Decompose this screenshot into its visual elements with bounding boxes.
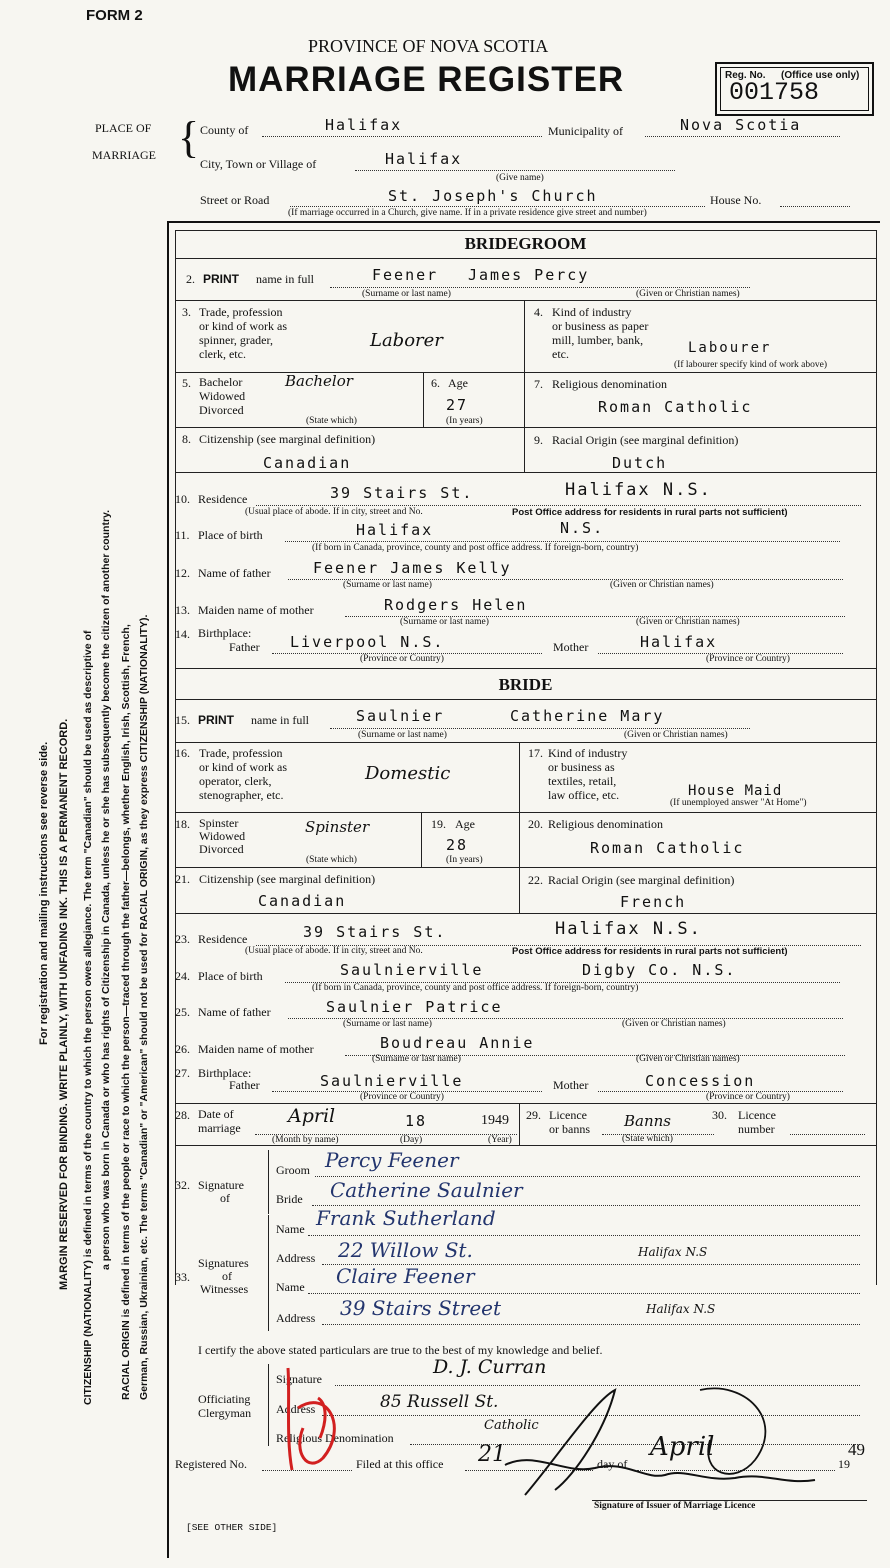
- field-14-num: 14.: [175, 627, 190, 641]
- field-11-num: 11.: [175, 528, 190, 542]
- bride-religion: Roman Catholic: [590, 839, 745, 857]
- city-label: City, Town or Village of: [200, 157, 317, 171]
- bride-age: 28: [446, 836, 469, 854]
- groom-residence-city: Halifax N.S.: [565, 480, 712, 500]
- place-brace: {: [178, 113, 200, 162]
- field-18-l1: Spinster: [199, 816, 239, 830]
- field-2-print: PRINT: [203, 272, 239, 286]
- groom-age-note: (In years): [446, 416, 483, 426]
- groom-surname: Feener: [372, 266, 439, 284]
- bride-given-note: (Given or Christian names): [624, 730, 728, 740]
- field-26-label: Maiden name of mother: [198, 1042, 314, 1056]
- field-10-num: 10.: [175, 492, 190, 506]
- see-other-side: [SEE OTHER SIDE]: [186, 1522, 278, 1533]
- groom-mother-surname-note: (Surname or last name): [400, 617, 489, 627]
- day-of-label: day of: [597, 1457, 628, 1471]
- groom-citizenship: Canadian: [263, 454, 352, 472]
- field-21-num: 21.: [175, 872, 190, 886]
- witness1-name: Frank Sutherland: [316, 1206, 496, 1230]
- groom-religion: Roman Catholic: [598, 398, 753, 416]
- field-2-label: name in full: [256, 272, 314, 286]
- groom-bp-mother-note: (Province or Country): [706, 654, 790, 664]
- field-17-l1: Kind of industry: [548, 746, 628, 760]
- officiating-l1: Officiating: [198, 1392, 251, 1406]
- field-4-l1: Kind of industry: [552, 305, 632, 319]
- field-18-l3: Divorced: [199, 842, 244, 856]
- marriage-year: 1949: [481, 1113, 509, 1128]
- groom-state-which: (State which): [306, 416, 357, 426]
- municipality-label: Municipality of: [548, 124, 623, 138]
- bride-birthplace: Saulnierville: [340, 961, 484, 979]
- office-use-label: (Office use only): [781, 70, 860, 81]
- field-24-label: Place of birth: [198, 969, 263, 983]
- witness1-name-label: Name: [276, 1222, 305, 1236]
- filed-month: April: [650, 1432, 715, 1462]
- groom-mother: Rodgers Helen: [384, 596, 528, 614]
- bride-birth-note: (If born in Canada, province, county and post office address. If foreign-born, country): [312, 983, 639, 993]
- field-16-l3: operator, clerk,: [199, 774, 272, 788]
- bride-abode-note: (Usual place of abode. If in city, street and No.: [245, 946, 423, 956]
- field-20-label: Religious denomination: [548, 817, 663, 831]
- field-7-label: Religious denomination: [552, 377, 667, 391]
- field-22-num: 22.: [528, 873, 543, 887]
- day-note: (Day): [400, 1135, 423, 1145]
- field-4-l2: or business as paper: [552, 319, 649, 333]
- bride-state-which: (State which): [306, 855, 357, 865]
- field-8-num: 8.: [182, 432, 191, 446]
- bride-residence: 39 Stairs St.: [303, 923, 447, 941]
- house-no-label: House No.: [710, 193, 762, 207]
- field-5-l1: Bachelor: [199, 375, 243, 389]
- officiating-l2: Clergyman: [198, 1406, 252, 1420]
- bride-citizenship: Canadian: [258, 892, 347, 910]
- field-33-l3: Witnesses: [200, 1282, 249, 1296]
- field-26-num: 26.: [175, 1042, 190, 1056]
- groom-father: Feener James Kelly: [313, 559, 512, 577]
- field-33-num: 33.: [175, 1270, 190, 1284]
- denomination-label: Religious Denomination: [276, 1431, 394, 1445]
- field-30-l1: Licence: [738, 1108, 776, 1122]
- filed-day: 21: [478, 1442, 506, 1467]
- groom-bp-father-note: (Province or Country): [360, 654, 444, 664]
- reg-no-label: Reg. No.: [725, 70, 766, 81]
- field-18-num: 18.: [175, 817, 190, 831]
- field-6-num: 6.: [431, 376, 440, 390]
- groom-mother-given-note: (Given or Christian names): [636, 617, 740, 627]
- field-23-label: Residence: [198, 932, 248, 946]
- bride-trade: Domestic: [365, 763, 451, 784]
- margin-line-2: MARGIN RESERVED FOR BINDING. WRITE PLAINLY, WITH UNFADING INK. THIS IS A PERMANENT RECORD.: [58, 718, 70, 1290]
- groom-surname-note: (Surname or last name): [362, 289, 451, 299]
- registered-no-label: Registered No.: [175, 1457, 247, 1471]
- witness2-name: Claire Feener: [336, 1264, 475, 1288]
- field-13-label: Maiden name of mother: [198, 603, 314, 617]
- field-5-l3: Divorced: [199, 403, 244, 417]
- margin-line-4: a person who was born in Canada or who has rights of Citizenship in Canada, unless he or she has subsequently become the citizen of another country.: [100, 509, 112, 1270]
- groom-po-note: Post Office address for residents in rural parts not sufficient): [512, 507, 788, 518]
- bride-father-surname-note: (Surname or last name): [343, 1019, 432, 1029]
- field-28-l1: Date of: [198, 1107, 234, 1121]
- field-16-l2: or kind of work as: [199, 760, 287, 774]
- field-14-label: Birthplace:: [198, 626, 252, 640]
- bride-racial-origin: French: [620, 893, 687, 911]
- field-4-num: 4.: [534, 305, 543, 319]
- field-17-l4: law office, etc.: [548, 788, 620, 802]
- bride-father: Saulnier Patrice: [326, 998, 503, 1016]
- groom-father-surname-note: (Surname or last name): [343, 580, 432, 590]
- clergy-signature: D. J. Curran: [433, 1356, 547, 1378]
- field-5-num: 5.: [182, 376, 191, 390]
- field-9-label: Racial Origin (see marginal definition): [552, 433, 739, 447]
- witness2-address: 39 Stairs Street: [340, 1296, 502, 1320]
- field-15-label: name in full: [251, 713, 309, 727]
- bride-surname: Saulnier: [356, 707, 445, 725]
- year-note: (Year): [488, 1135, 512, 1145]
- bride-birth-province: Digby Co. N.S.: [582, 961, 737, 979]
- field-28-l2: marriage: [198, 1121, 241, 1135]
- groom-age: 27: [446, 396, 469, 414]
- witness1-address: 22 Willow St.: [338, 1238, 473, 1262]
- field-10-label: Residence: [198, 492, 248, 506]
- groom-industry: Labourer: [688, 340, 772, 356]
- field-30-l2: number: [738, 1122, 775, 1136]
- margin-line-3: CITIZENSHIP (NATIONALITY) is defined in terms of the country to which the person owes allegiance. The term "Canadian" should be used as descriptive of: [82, 630, 94, 1405]
- groom-birth-province: N.S.: [560, 519, 605, 537]
- bride-mother-surname-note: (Surname or last name): [372, 1054, 461, 1064]
- field-20-num: 20.: [528, 817, 543, 831]
- bride-mother-birthplace: Concession: [645, 1072, 756, 1090]
- field-3-num: 3.: [182, 305, 191, 319]
- bride-po-note: Post Office address for residents in rural parts not sufficient): [512, 946, 788, 957]
- margin-line-6: German, Russian, Ukrainian, etc. The terms "Canadian" or "American" should not be used for RACIAL ORIGIN, as they express CITIZENSHIP (NATIONALITY).: [138, 614, 150, 1400]
- marriage-day: 18: [405, 1112, 428, 1130]
- bride-given-names: Catherine Mary: [510, 707, 665, 725]
- field-32-l1: Signature: [198, 1178, 244, 1192]
- field-17-l3: textiles, retail,: [548, 774, 617, 788]
- field-13-num: 13.: [175, 603, 190, 617]
- page-title: MARRIAGE REGISTER: [228, 60, 625, 99]
- margin-line-1: For registration and mailing instructions see reverse side.: [38, 741, 50, 1045]
- field-27-num: 27.: [175, 1066, 190, 1080]
- field-32-num: 32.: [175, 1178, 190, 1192]
- field-33-l2: of: [222, 1269, 232, 1283]
- groom-mother-birthplace: Halifax: [640, 633, 718, 651]
- bride-mother-given-note: (Given or Christian names): [636, 1054, 740, 1064]
- clergy-address-label: Address: [276, 1402, 316, 1416]
- street-value: St. Joseph's Church: [388, 187, 598, 205]
- licence-or-banns: Banns: [624, 1112, 671, 1130]
- field-21-label: Citizenship (see marginal definition): [199, 872, 376, 886]
- bride-sig-label: Bride: [276, 1192, 303, 1206]
- field-3-l2: or kind of work as: [199, 319, 287, 333]
- field-3-l4: clerk, etc.: [199, 347, 246, 361]
- field-11-label: Place of birth: [198, 528, 263, 542]
- bride-section-title: BRIDE: [498, 675, 553, 694]
- field-17-l2: or business as: [548, 760, 615, 774]
- month-note: (Month by name): [272, 1135, 339, 1145]
- street-label: Street or Road: [200, 193, 270, 207]
- county-value: Halifax: [325, 116, 403, 134]
- field-15-num: 15.: [175, 713, 190, 727]
- give-name-note: (Give name): [496, 173, 544, 183]
- field-6-label: Age: [448, 376, 468, 390]
- field-2-num: 2.: [186, 272, 195, 286]
- groom-given-note: (Given or Christian names): [636, 289, 740, 299]
- field-27-father-label: Father: [229, 1078, 260, 1092]
- form-number: FORM 2: [86, 7, 143, 24]
- field-30-num: 30.: [712, 1108, 727, 1122]
- bride-father-birthplace: Saulnierville: [320, 1072, 464, 1090]
- county-label: County of: [200, 123, 249, 137]
- field-19-label: Age: [455, 817, 475, 831]
- field-14-father-label: Father: [229, 640, 260, 654]
- red-ink-mark: [268, 1358, 358, 1478]
- groom-racial-origin: Dutch: [612, 454, 668, 472]
- field-28-num: 28.: [175, 1108, 190, 1122]
- field-16-l4: stenographer, etc.: [199, 788, 284, 802]
- field-8-label: Citizenship (see marginal definition): [199, 432, 376, 446]
- witness2-city: Halifax N.S: [646, 1302, 716, 1316]
- field-25-label: Name of father: [198, 1005, 271, 1019]
- bride-industry: House Maid: [688, 783, 783, 799]
- field-9-num: 9.: [534, 433, 543, 447]
- bride-surname-note: (Surname or last name): [358, 730, 447, 740]
- field-3-l1: Trade, profession: [199, 305, 283, 319]
- margin-line-5: RACIAL ORIGIN is defined in terms of the people or race to which the person—traced through the father—belongs, whether English, Irish, Scottish, French,: [120, 624, 132, 1400]
- field-17-num: 17.: [528, 746, 543, 760]
- field-24-num: 24.: [175, 969, 190, 983]
- street-note: (If marriage occurred in a Church, give name. If in a private residence give street and number): [288, 208, 647, 218]
- clergy-address: 85 Russell St.: [380, 1392, 499, 1412]
- groom-birthplace: Halifax: [356, 521, 434, 539]
- field-4-l4: etc.: [552, 347, 569, 361]
- field-25-num: 25.: [175, 1005, 190, 1019]
- field-23-num: 23.: [175, 932, 190, 946]
- field-18-l2: Widowed: [199, 829, 246, 843]
- marriage-month: April: [288, 1105, 336, 1127]
- year-prefix: 19: [838, 1457, 850, 1471]
- groom-father-birthplace: Liverpool N.S.: [290, 633, 445, 651]
- banns-state-which: (State which): [622, 1134, 673, 1144]
- field-16-num: 16.: [175, 746, 190, 760]
- groom-birth-note: (If born in Canada, province, county and post office address. If foreign-born, country): [312, 543, 639, 553]
- witness1-city: Halifax N.S: [638, 1245, 708, 1259]
- filed-label: Filed at this office: [356, 1457, 444, 1471]
- municipality-value: Nova Scotia: [680, 116, 802, 134]
- field-27-mother-label: Mother: [553, 1078, 589, 1092]
- bride-marital-status: Spinster: [305, 818, 370, 836]
- bride-age-note: (In years): [446, 855, 483, 865]
- witness1-address-label: Address: [276, 1251, 316, 1265]
- field-22-label: Racial Origin (see marginal definition): [548, 873, 735, 887]
- field-4-l3: mill, lumber, bank,: [552, 333, 644, 347]
- field-5-l2: Widowed: [199, 389, 246, 403]
- field-15-print: PRINT: [198, 713, 234, 727]
- field-33-l1: Signatures: [198, 1256, 249, 1270]
- field-4-note: (If labourer specify kind of work above): [674, 360, 827, 370]
- issuer-signature-note: Signature of Issuer of Marriage Licence: [594, 1501, 756, 1511]
- bride-signature: Catherine Saulnier: [330, 1178, 523, 1202]
- field-12-num: 12.: [175, 566, 190, 580]
- bride-father-given-note: (Given or Christian names): [622, 1019, 726, 1029]
- groom-marital-status: Bachelor: [285, 372, 353, 390]
- bride-residence-city: Halifax N.S.: [555, 919, 702, 939]
- place-label-2: MARRIAGE: [92, 148, 157, 162]
- field-14-mother-label: Mother: [553, 640, 589, 654]
- certification-text: I certify the above stated particulars are true to the best of my knowledge and belief.: [198, 1343, 603, 1357]
- bride-bp-mother-note: (Province or Country): [706, 1092, 790, 1102]
- issuer-signature-scrawl: [485, 1380, 875, 1505]
- groom-abode-note: (Usual place of abode. If in city, street and No.: [245, 507, 423, 517]
- field-3-l3: spinner, grader,: [199, 333, 274, 347]
- reg-number: 001758: [729, 78, 820, 107]
- city-value: Halifax: [385, 150, 463, 168]
- field-12-label: Name of father: [198, 566, 271, 580]
- field-7-num: 7.: [534, 377, 543, 391]
- place-label-1: PLACE OF: [95, 121, 152, 135]
- field-29-l2: or banns: [549, 1122, 590, 1136]
- groom-trade: Laborer: [370, 330, 443, 351]
- field-16-l1: Trade, profession: [199, 746, 283, 760]
- bride-bp-father-note: (Province or Country): [360, 1092, 444, 1102]
- province-heading: PROVINCE OF NOVA SCOTIA: [308, 36, 549, 56]
- groom-residence: 39 Stairs St.: [330, 484, 474, 502]
- clergy-denomination: Catholic: [484, 1418, 539, 1433]
- field-29-l1: Licence: [549, 1108, 587, 1122]
- groom-signature: Percy Feener: [325, 1148, 459, 1172]
- registration-number-box: [715, 62, 874, 116]
- filed-year: 49: [848, 1440, 865, 1459]
- bride-mother: Boudreau Annie: [380, 1034, 535, 1052]
- groom-given-names: James Percy: [468, 266, 590, 284]
- field-27-label: Birthplace:: [198, 1066, 252, 1080]
- clergy-signature-label: Signature: [276, 1372, 322, 1386]
- witness2-address-label: Address: [276, 1311, 316, 1325]
- field-19-num: 19.: [431, 817, 446, 831]
- field-29-num: 29.: [526, 1108, 541, 1122]
- groom-sig-label: Groom: [276, 1163, 310, 1177]
- witness2-name-label: Name: [276, 1280, 305, 1294]
- field-32-l2: of: [220, 1191, 230, 1205]
- groom-father-given-note: (Given or Christian names): [610, 580, 714, 590]
- groom-section-title: BRIDEGROOM: [464, 234, 587, 253]
- field-17-note: (If unemployed answer "At Home"): [670, 798, 807, 808]
